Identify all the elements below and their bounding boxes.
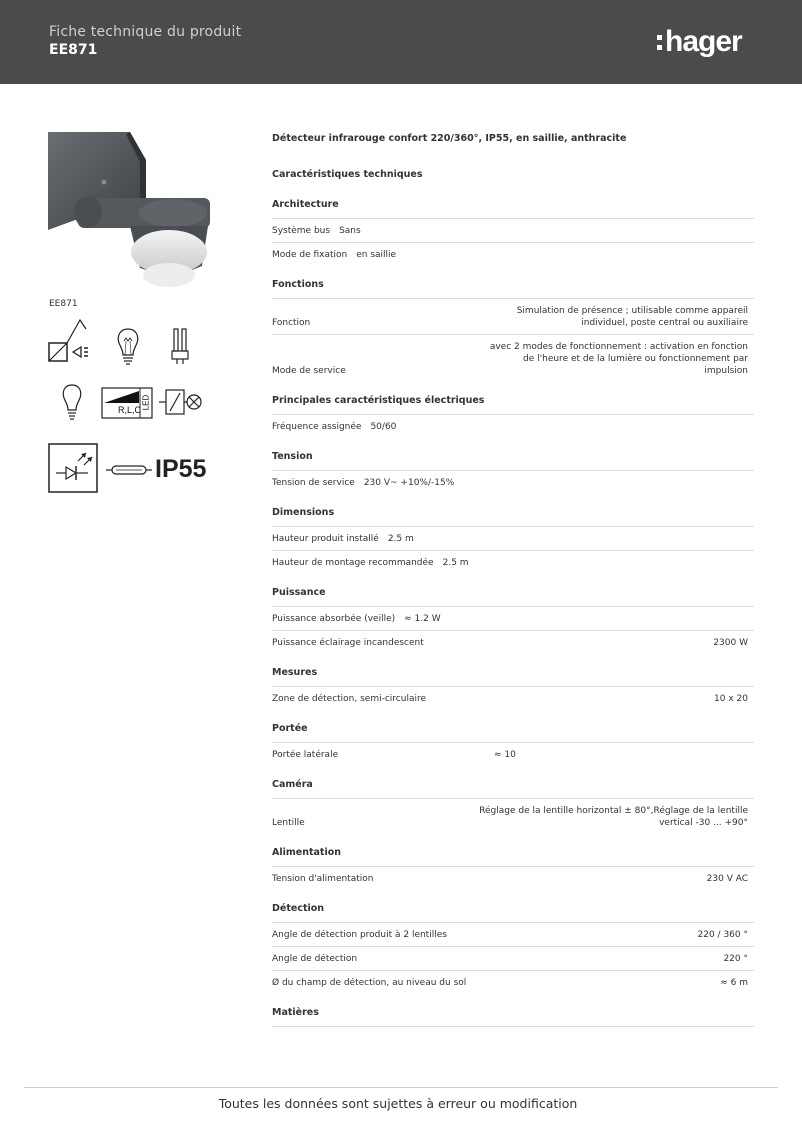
ip-rating-label: IP55: [155, 455, 207, 483]
footer-disclaimer: Toutes les données sont sujettes à erreur ou modification: [218, 1096, 578, 1111]
incandescent-bulb-icon: [115, 327, 141, 367]
spec-value: 50/60: [370, 422, 397, 432]
compact-fluorescent-icon: [170, 327, 192, 367]
spec-row: [272, 219, 754, 243]
spec-value: en saillie: [356, 250, 397, 260]
dimmer-rlc-led-icon: [101, 387, 153, 419]
section-title: Fonctions: [272, 278, 754, 299]
rlc-label: R,L,C: [118, 405, 142, 415]
spec-label: Fréquence assignée: [272, 422, 362, 432]
spec-label: Angle de détection produit à 2 lentilles: [272, 930, 447, 940]
spec-row: [272, 631, 754, 654]
spec-row: [272, 471, 754, 494]
spec-row: [272, 743, 754, 766]
spec-value: 2.5 m: [387, 534, 414, 544]
spec-label: Hauteur de montage recommandée: [272, 558, 434, 568]
carac-heading: Caractéristiques techniques: [272, 169, 423, 180]
spec-value: 2.5 m: [442, 558, 469, 568]
spec-label: Fonction: [272, 318, 311, 328]
spec-row: [272, 923, 754, 947]
spec-section: [272, 198, 754, 266]
section-title: Mesures: [272, 666, 754, 687]
header-subtitle: Fiche technique du produit: [49, 24, 242, 40]
section-title: Caméra: [272, 778, 754, 799]
spec-row: [272, 607, 754, 631]
relay-lamp-icon: [158, 387, 204, 417]
spec-value: ≈ 10: [494, 750, 516, 760]
spec-sections: [272, 198, 754, 1027]
section-title: Alimentation: [272, 846, 754, 867]
spec-label: Ø du champ de détection, au niveau du sol: [272, 978, 467, 988]
section-title: Tension: [272, 450, 754, 471]
spec-label: Tension de service: [272, 478, 355, 488]
spec-section: [272, 846, 754, 890]
section-title: Détection: [272, 902, 754, 923]
spec-label: Puissance absorbée (veille): [272, 614, 396, 624]
spec-section: [272, 666, 754, 710]
product-title: Détecteur infrarouge confort 220/360°, IP55, en saillie, anthracite: [272, 133, 627, 144]
spec-label: Portée latérale: [272, 750, 339, 760]
spec-row: [272, 867, 754, 890]
spec-section: [272, 1006, 754, 1027]
spec-label: Puissance éclairage incandescent: [272, 638, 424, 648]
spec-value: 220 / 360 °: [697, 930, 748, 940]
spec-label: Lentille: [272, 818, 305, 828]
spec-label: Système bus: [272, 226, 331, 236]
spec-value: avec 2 modes de fonctionnement : activation en fonction de l'heure et de la lumière ou fonctionnement par impulsion: [489, 342, 748, 376]
spec-label: Angle de détection: [272, 954, 358, 964]
spec-label: Mode de fixation: [272, 250, 348, 260]
spec-section: [272, 506, 754, 574]
spec-row: [272, 335, 754, 382]
page-header: [0, 0, 802, 84]
spec-row: [272, 551, 754, 574]
spec-section: [272, 586, 754, 654]
spec-value: Simulation de présence ; utilisable comme appareil individuel, poste central ou auxiliaire: [516, 306, 748, 328]
spec-row: [272, 947, 754, 971]
brand-name: hager: [665, 25, 742, 58]
spec-content: [272, 128, 754, 1027]
section-title: Architecture: [272, 198, 754, 219]
spec-label: Hauteur produit installé: [272, 534, 379, 544]
product-reference: EE871: [49, 299, 78, 309]
spec-value: 2300 W: [713, 638, 748, 648]
spec-value: 230 V AC: [706, 874, 748, 884]
spec-value: ≈ 6 m: [720, 978, 748, 988]
section-title: Dimensions: [272, 506, 754, 527]
spec-value: 220 °: [723, 954, 748, 964]
section-title: Portée: [272, 722, 754, 743]
spec-value: 230 V~ +10%/-15%: [363, 478, 455, 488]
led-label: LED: [141, 394, 151, 411]
halogen-bulb-icon: [60, 383, 84, 423]
section-title: Principales caractéristiques électriques: [272, 394, 754, 415]
spec-section: [272, 902, 754, 994]
spec-section: [272, 722, 754, 766]
spec-row: [272, 971, 754, 994]
spec-value: ≈ 1.2 W: [404, 614, 441, 624]
spec-label: Zone de détection, semi-circulaire: [272, 694, 427, 704]
spec-label: Mode de service: [272, 366, 346, 376]
logo-dots-icon: [657, 35, 662, 50]
spec-value: Sans: [339, 226, 361, 236]
spec-value: 10 x 20: [714, 694, 748, 704]
spec-row: [272, 527, 754, 551]
spec-section: [272, 778, 754, 834]
spec-section: [272, 394, 754, 438]
fluorescent-tube-icon: [106, 463, 152, 477]
footer-divider: [24, 1087, 778, 1088]
spec-section: [272, 450, 754, 494]
brand-logo: [657, 22, 742, 62]
spec-row: [272, 299, 754, 335]
section-title: Puissance: [272, 586, 754, 607]
spec-section: [272, 278, 754, 382]
header-product-code: EE871: [49, 42, 98, 58]
spec-row: [272, 799, 754, 834]
spec-label: Tension d'alimentation: [272, 874, 374, 884]
spec-row: [272, 243, 754, 266]
spec-row: [272, 687, 754, 710]
motion-detector-icon: [48, 317, 94, 367]
spec-value: Réglage de la lentille horizontal ± 80°,Réglage de la lentille vertical -30 ... +90°: [479, 806, 748, 828]
product-image: [48, 130, 218, 290]
spec-row: [272, 415, 754, 438]
led-diode-icon: [48, 443, 100, 493]
section-title: Matières: [272, 1006, 754, 1027]
